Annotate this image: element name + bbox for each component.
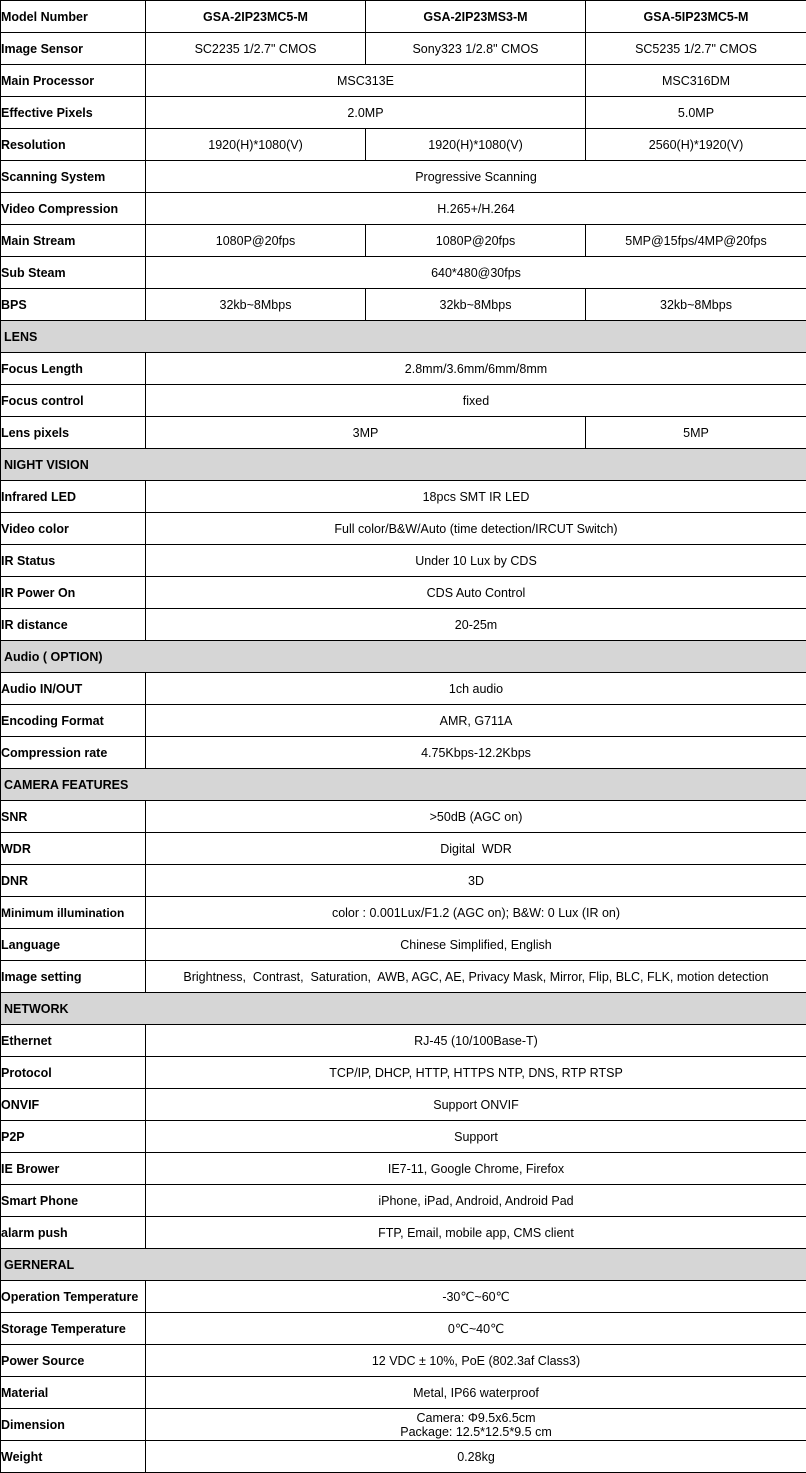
section-night-vision — [1, 449, 806, 481]
row-label: Video Compression — [1, 193, 146, 225]
dimension-camera: Camera: Φ9.5x6.5cm — [416, 1410, 536, 1425]
row-label: Sub Steam — [1, 257, 146, 289]
row-label: Image Sensor — [1, 33, 146, 65]
row-value: Chinese Simplified, English — [146, 929, 806, 961]
main-stream-row — [1, 225, 806, 257]
row-value: H.265+/H.264 — [146, 193, 806, 225]
row-value: 12 VDC ± 10%, PoE (802.3af Class3) — [146, 1345, 806, 1377]
row-value: FTP, Email, mobile app, CMS client — [146, 1217, 806, 1249]
row-label: Operation Temperature — [1, 1281, 146, 1313]
row-label: Focus Length — [1, 353, 146, 385]
row-value: Progressive Scanning — [146, 161, 806, 193]
row-label: Scanning System — [1, 161, 146, 193]
row-label: IE Brower — [1, 1153, 146, 1185]
row-label: SNR — [1, 801, 146, 833]
video-compression-row — [1, 193, 806, 225]
alarm-push-row — [1, 1217, 806, 1249]
image-sensor-row — [1, 33, 806, 65]
row-label: IR distance — [1, 609, 146, 641]
row-label: Infrared LED — [1, 481, 146, 513]
row-value: 0℃~40℃ — [146, 1313, 806, 1345]
image-setting-row — [1, 961, 806, 993]
row-value: 32kb~8Mbps — [366, 289, 586, 321]
snr-row — [1, 801, 806, 833]
operation-temperature-row — [1, 1281, 806, 1313]
dimension-package: Package: 12.5*12.5*9.5 cm — [400, 1424, 552, 1439]
onvif-row — [1, 1089, 806, 1121]
infrared-led-row — [1, 481, 806, 513]
row-label: Audio IN/OUT — [1, 673, 146, 705]
row-value: 1080P@20fps — [146, 225, 366, 257]
row-value: iPhone, iPad, Android, Android Pad — [146, 1185, 806, 1217]
dnr-row — [1, 865, 806, 897]
row-label: WDR — [1, 833, 146, 865]
wdr-row — [1, 833, 806, 865]
row-value: 1920(H)*1080(V) — [146, 129, 366, 161]
row-label: Main Stream — [1, 225, 146, 257]
row-label: BPS — [1, 289, 146, 321]
row-value: CDS Auto Control — [146, 577, 806, 609]
row-value: Under 10 Lux by CDS — [146, 545, 806, 577]
row-label: alarm push — [1, 1217, 146, 1249]
row-value — [146, 1409, 806, 1441]
row-value: 3D — [146, 865, 806, 897]
model-name: GSA-5IP23MC5-M — [586, 1, 806, 33]
bps-row — [1, 289, 806, 321]
row-value: 1080P@20fps — [366, 225, 586, 257]
row-label: Power Source — [1, 1345, 146, 1377]
row-value: 3MP — [146, 417, 586, 449]
section-title: GERNERAL — [1, 1249, 806, 1281]
row-label: Image setting — [1, 961, 146, 993]
row-value: IE7-11, Google Chrome, Firefox — [146, 1153, 806, 1185]
row-value: MSC313E — [146, 65, 586, 97]
section-general — [1, 1249, 806, 1281]
row-value: Full color/B&W/Auto (time detection/IRCUT Switch) — [146, 513, 806, 545]
dimension-row — [1, 1409, 806, 1441]
model-name: GSA-2IP23MC5-M — [146, 1, 366, 33]
row-label: Model Number — [1, 1, 146, 33]
ethernet-row — [1, 1025, 806, 1057]
row-label: Language — [1, 929, 146, 961]
row-label: P2P — [1, 1121, 146, 1153]
row-value: RJ-45 (10/100Base-T) — [146, 1025, 806, 1057]
row-value: 2.0MP — [146, 97, 586, 129]
row-label: Compression rate — [1, 737, 146, 769]
storage-temperature-row — [1, 1313, 806, 1345]
scanning-system-row — [1, 161, 806, 193]
row-value: Support ONVIF — [146, 1089, 806, 1121]
main-processor-row — [1, 65, 806, 97]
section-audio — [1, 641, 806, 673]
row-label: Weight — [1, 1441, 146, 1473]
row-label: Main Processor — [1, 65, 146, 97]
section-network — [1, 993, 806, 1025]
row-label: Minimum illumination — [1, 897, 146, 929]
row-value: color : 0.001Lux/F1.2 (AGC on); B&W: 0 Lux (IR on) — [146, 897, 806, 929]
power-source-row — [1, 1345, 806, 1377]
row-value: 5MP@15fps/4MP@20fps — [586, 225, 806, 257]
row-label: Lens pixels — [1, 417, 146, 449]
row-value: 2.8mm/3.6mm/6mm/8mm — [146, 353, 806, 385]
row-value: 1920(H)*1080(V) — [366, 129, 586, 161]
lens-pixels-row — [1, 417, 806, 449]
row-label: Video color — [1, 513, 146, 545]
weight-row — [1, 1441, 806, 1473]
section-title: CAMERA FEATURES — [1, 769, 806, 801]
row-label: Ethernet — [1, 1025, 146, 1057]
row-value: Brightness, Contrast, Saturation, AWB, AGC, AE, Privacy Mask, Mirror, Flip, BLC, FLK, motion detection — [146, 961, 806, 993]
row-value: 640*480@30fps — [146, 257, 806, 289]
row-value: 20-25m — [146, 609, 806, 641]
minimum-illumination-row — [1, 897, 806, 929]
row-value: 1ch audio — [146, 673, 806, 705]
section-camera-features — [1, 769, 806, 801]
compression-rate-row — [1, 737, 806, 769]
model-number-row — [1, 1, 806, 33]
section-title: LENS — [1, 321, 806, 353]
p2p-row — [1, 1121, 806, 1153]
row-label: Encoding Format — [1, 705, 146, 737]
row-value: >50dB (AGC on) — [146, 801, 806, 833]
row-value: AMR, G711A — [146, 705, 806, 737]
model-name: GSA-2IP23MS3-M — [366, 1, 586, 33]
material-row — [1, 1377, 806, 1409]
ir-power-on-row — [1, 577, 806, 609]
row-label: Resolution — [1, 129, 146, 161]
row-label: Smart Phone — [1, 1185, 146, 1217]
focus-control-row — [1, 385, 806, 417]
section-title: NIGHT VISION — [1, 449, 806, 481]
row-label: Storage Temperature — [1, 1313, 146, 1345]
protocol-row — [1, 1057, 806, 1089]
row-value: 5MP — [586, 417, 806, 449]
encoding-format-row — [1, 705, 806, 737]
row-value: fixed — [146, 385, 806, 417]
row-value: Sony323 1/2.8" CMOS — [366, 33, 586, 65]
row-value: Metal, IP66 waterproof — [146, 1377, 806, 1409]
audio-in-out-row — [1, 673, 806, 705]
row-value: 4.75Kbps-12.2Kbps — [146, 737, 806, 769]
focus-length-row — [1, 353, 806, 385]
resolution-row — [1, 129, 806, 161]
effective-pixels-row — [1, 97, 806, 129]
section-title: NETWORK — [1, 993, 806, 1025]
row-label: Protocol — [1, 1057, 146, 1089]
ir-distance-row — [1, 609, 806, 641]
row-value: 32kb~8Mbps — [586, 289, 806, 321]
row-label: DNR — [1, 865, 146, 897]
language-row — [1, 929, 806, 961]
row-label: Focus control — [1, 385, 146, 417]
ie-browser-row — [1, 1153, 806, 1185]
row-value: 2560(H)*1920(V) — [586, 129, 806, 161]
row-label: IR Status — [1, 545, 146, 577]
smart-phone-row — [1, 1185, 806, 1217]
row-label: IR Power On — [1, 577, 146, 609]
sub-stream-row — [1, 257, 806, 289]
section-title: Audio ( OPTION) — [1, 641, 806, 673]
row-label: Dimension — [1, 1409, 146, 1441]
row-value: MSC316DM — [586, 65, 806, 97]
row-value: Digital WDR — [146, 833, 806, 865]
row-label: Material — [1, 1377, 146, 1409]
row-value: -30℃~60℃ — [146, 1281, 806, 1313]
video-color-row — [1, 513, 806, 545]
row-value: 5.0MP — [586, 97, 806, 129]
row-value: SC5235 1/2.7" CMOS — [586, 33, 806, 65]
row-label: Effective Pixels — [1, 97, 146, 129]
section-lens — [1, 321, 806, 353]
row-value: 18pcs SMT IR LED — [146, 481, 806, 513]
row-label: ONVIF — [1, 1089, 146, 1121]
row-value: Support — [146, 1121, 806, 1153]
row-value: 0.28kg — [146, 1441, 806, 1473]
row-value: SC2235 1/2.7" CMOS — [146, 33, 366, 65]
row-value: TCP/IP, DHCP, HTTP, HTTPS NTP, DNS, RTP RTSP — [146, 1057, 806, 1089]
ir-status-row — [1, 545, 806, 577]
row-value: 32kb~8Mbps — [146, 289, 366, 321]
